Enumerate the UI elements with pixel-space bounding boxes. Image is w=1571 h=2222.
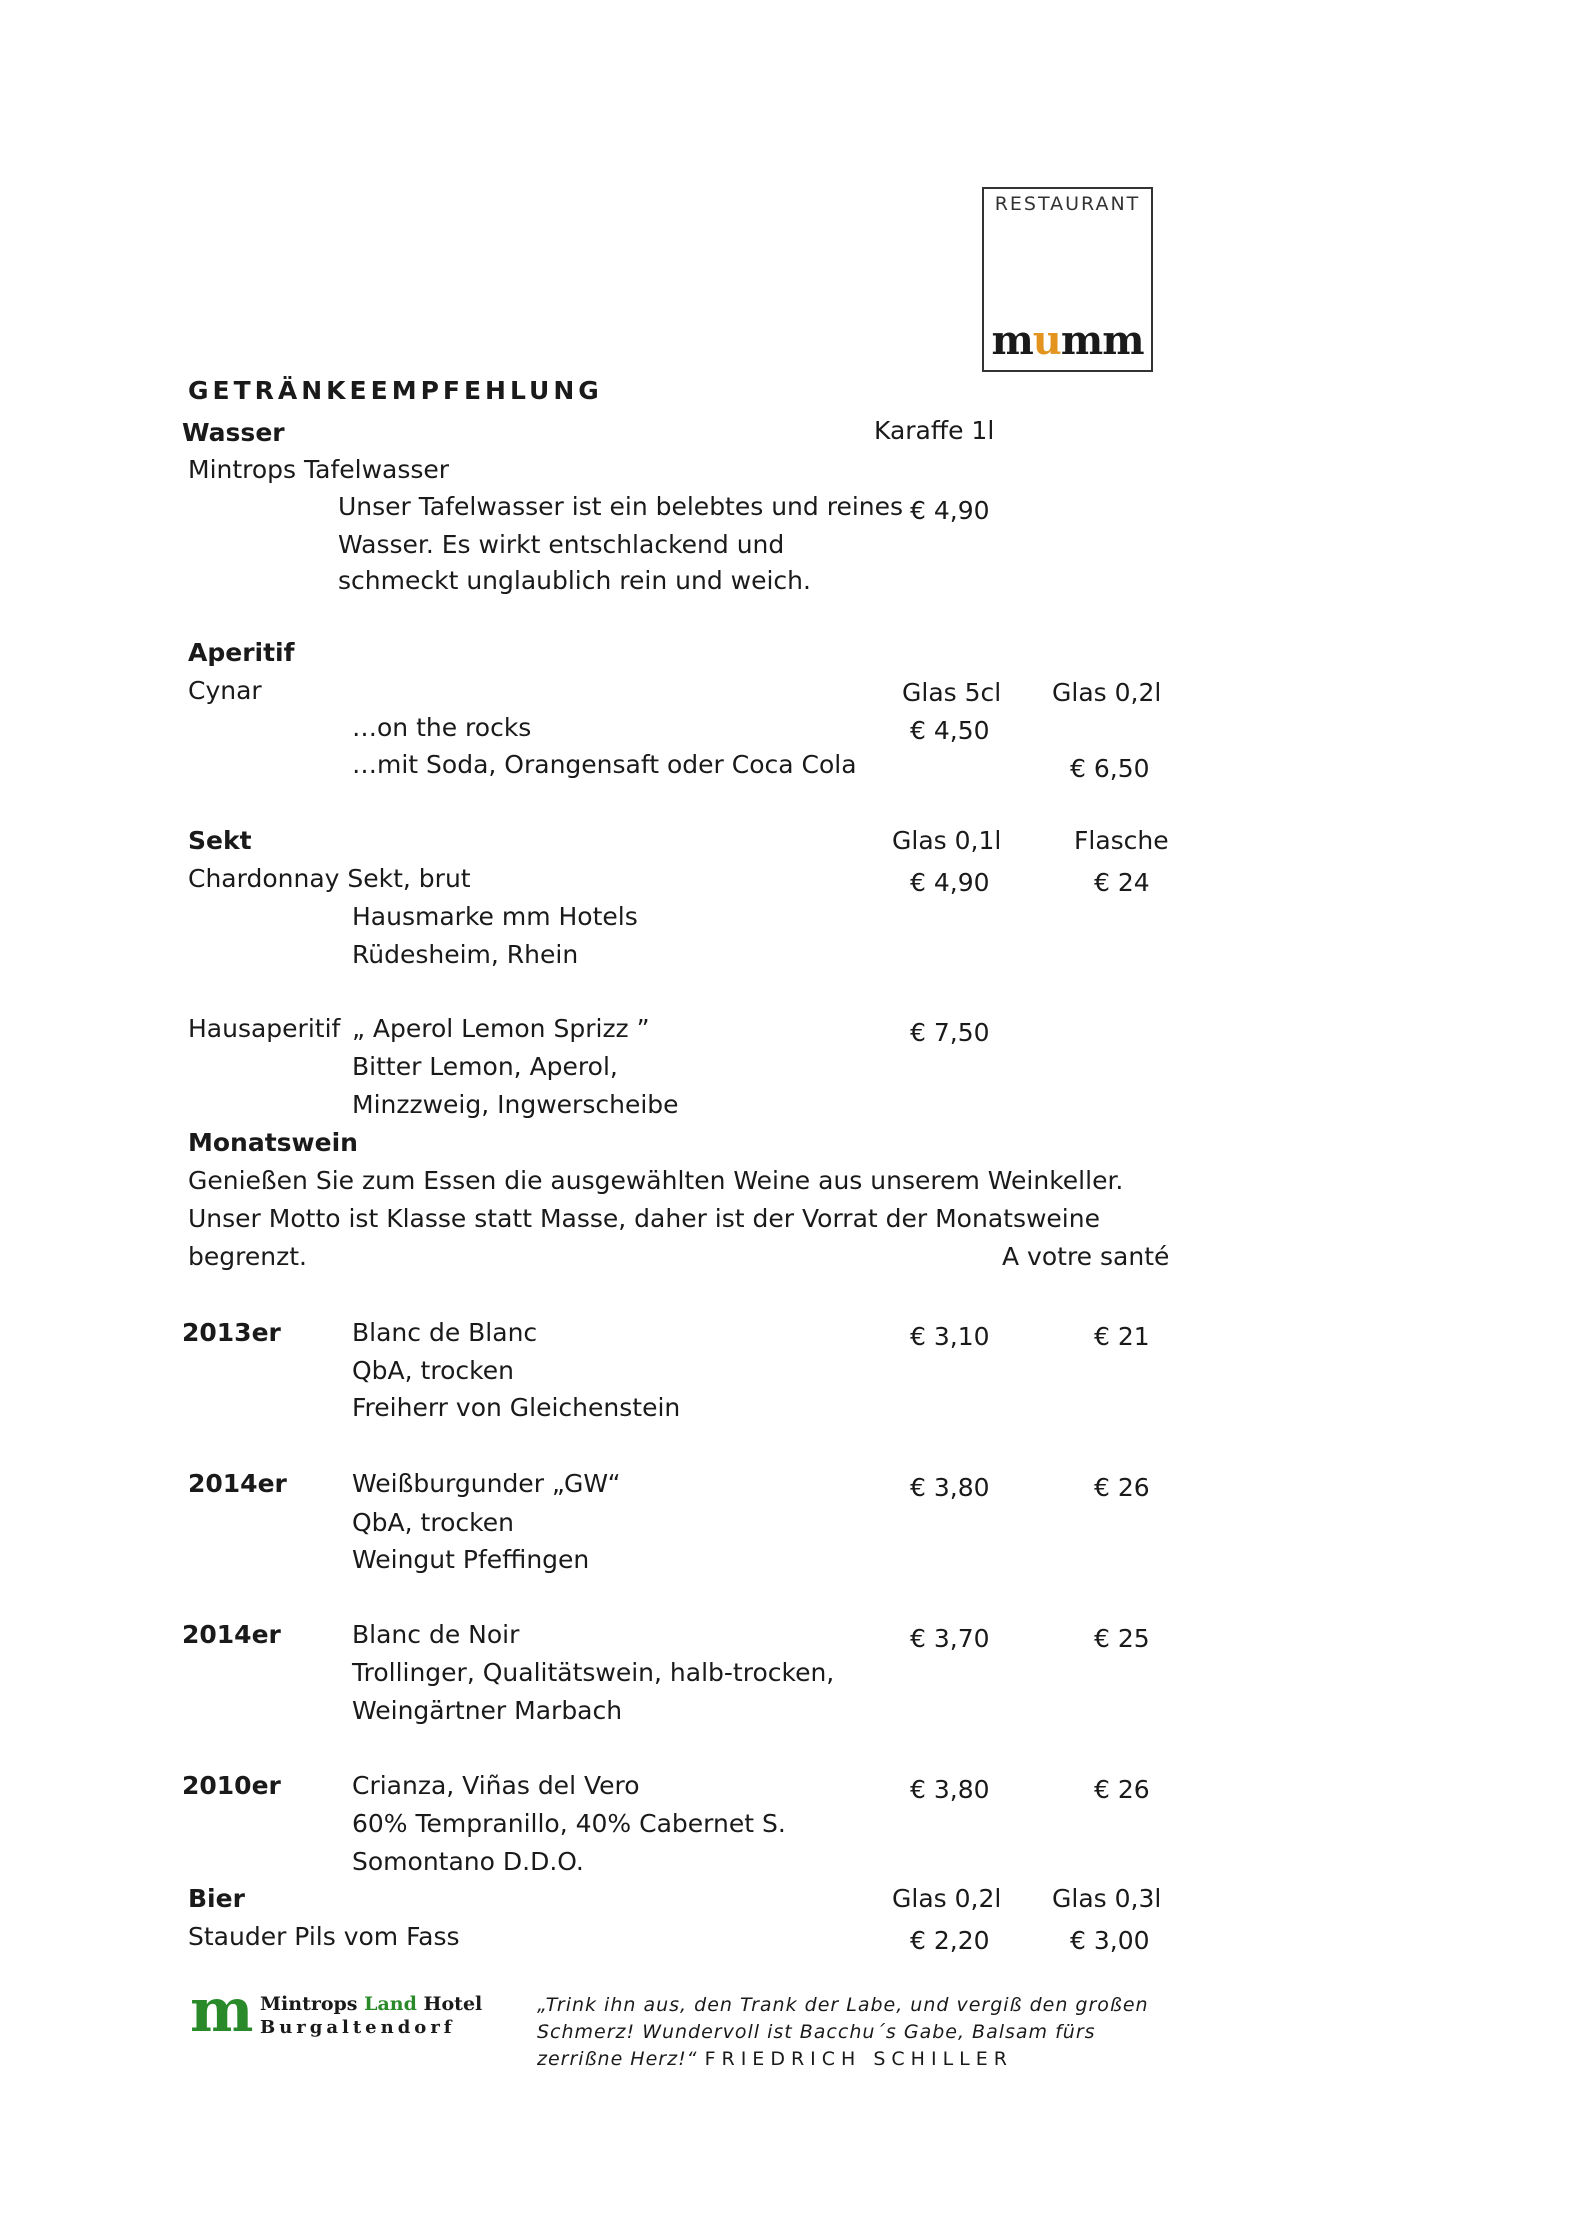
- schiller-quote: [537, 1992, 1177, 2073]
- hotel-name-part: Hotel: [423, 1993, 483, 2015]
- wine-year: 2013er: [182, 1318, 281, 1347]
- monatswein-text-line: Genießen Sie zum Essen die ausgewählten Weine aus unserem Weinkeller.: [188, 1166, 1124, 1195]
- wine-year: 2010er: [182, 1771, 281, 1800]
- hotel-name-green: Land: [364, 1993, 417, 2015]
- section-title-bier: Bier: [188, 1884, 245, 1913]
- section-title-sekt: Sekt: [188, 826, 252, 855]
- logo-wordmark: [984, 317, 1151, 364]
- restaurant-logo: [982, 187, 1153, 372]
- bier-item: Stauder Pils vom Fass: [188, 1922, 460, 1951]
- section-title-aperitif: Aperitif: [188, 638, 295, 667]
- wasser-item: Mintrops Tafelwasser: [188, 455, 450, 484]
- quote-text: „Trink ihn aus, den Trank der Labe, und vergiß den großen Schmerz! Wundervoll ist Bacchu´s Gabe, Balsam fürs zerrißne Herz!“: [537, 1994, 1149, 2070]
- wine-price-bottle: € 21: [1094, 1322, 1150, 1351]
- wine-price-bottle: € 26: [1094, 1775, 1150, 1804]
- wine-line: Trollinger, Qualitätswein, halb-trocken,: [352, 1658, 835, 1687]
- wine-price-bottle: € 26: [1094, 1473, 1150, 1502]
- hotel-logo-place: Burgaltendorf: [260, 2017, 456, 2038]
- sekt-desc-line: Rüdesheim, Rhein: [352, 940, 579, 969]
- hausaperitif-desc-line: Bitter Lemon, Aperol,: [352, 1052, 618, 1081]
- wasser-price: € 4,90: [910, 496, 990, 525]
- sekt-desc-line: Hausmarke mm Hotels: [352, 902, 638, 931]
- wine-line: Blanc de Blanc: [352, 1318, 538, 1347]
- wine-line: 60% Tempranillo, 40% Cabernet S.: [352, 1809, 786, 1838]
- wine-price-glass: € 3,10: [910, 1322, 990, 1351]
- wine-price-glass: € 3,80: [910, 1775, 990, 1804]
- hausaperitif-price: € 7,50: [910, 1018, 990, 1047]
- bier-price-large: € 3,00: [1070, 1926, 1150, 1955]
- wine-line: QbA, trocken: [352, 1508, 514, 1537]
- wine-line: Blanc de Noir: [352, 1620, 520, 1649]
- wine-year: 2014er: [188, 1469, 287, 1498]
- logo-restaurant-label: RESTAURANT: [994, 193, 1141, 215]
- wine-price-glass: € 3,70: [910, 1624, 990, 1653]
- quote-author: FRIEDRICH SCHILLER: [704, 2048, 1013, 2070]
- hausaperitif-desc-line: Minzzweig, Ingwerscheibe: [352, 1090, 679, 1119]
- monatswein-text-line: begrenzt.: [188, 1242, 307, 1271]
- section-title-monatswein: Monatswein: [188, 1128, 358, 1157]
- logo-wordmark-end: mm: [1060, 317, 1144, 364]
- hotel-logo-mark: m: [190, 1976, 254, 2046]
- section-title-wasser: Wasser: [182, 418, 285, 447]
- hotel-logo-name: [260, 1993, 482, 2015]
- aperitif-price: € 4,50: [910, 716, 990, 745]
- hotel-name-part: Mintrops: [260, 1993, 358, 2015]
- monatswein-text-line: Unser Motto ist Klasse statt Masse, daher ist der Vorrat der Monatsweine: [188, 1204, 1100, 1233]
- aperitif-item: Cynar: [188, 676, 262, 705]
- wine-year: 2014er: [182, 1620, 281, 1649]
- logo-wordmark-start: m: [991, 317, 1033, 364]
- logo-wordmark-accent: u: [1032, 317, 1061, 364]
- wasser-desc-line: Unser Tafelwasser ist ein belebtes und reines: [338, 492, 904, 521]
- page-heading: GETRÄNKEEMPFEHLUNG: [188, 376, 603, 405]
- wine-line: Somontano D.D.O.: [352, 1847, 584, 1876]
- bier-column-header-2: Glas 0,3l: [1052, 1884, 1162, 1913]
- hausaperitif-label: Hausaperitif: [188, 1014, 341, 1043]
- wine-price-bottle: € 25: [1094, 1624, 1150, 1653]
- wine-line: Weingut Pfeffingen: [352, 1545, 590, 1574]
- sekt-column-header-1: Glas 0,1l: [892, 826, 1002, 855]
- sekt-column-header-2: Flasche: [1074, 826, 1169, 855]
- monatswein-toast: A votre santé: [1002, 1242, 1170, 1271]
- aperitif-price: € 6,50: [1070, 754, 1150, 783]
- wine-line: Weißburgunder „GW“: [352, 1469, 621, 1498]
- aperitif-line: …on the rocks: [352, 713, 532, 742]
- wasser-desc-line: schmeckt unglaublich rein und weich.: [338, 566, 811, 595]
- wine-line: Crianza, Viñas del Vero: [352, 1771, 640, 1800]
- wasser-column-header: Karaffe 1l: [874, 416, 995, 445]
- wasser-desc-line: Wasser. Es wirkt entschlackend und: [338, 530, 785, 559]
- sekt-price-bottle: € 24: [1094, 868, 1150, 897]
- wine-line: Freiherr von Gleichenstein: [352, 1393, 681, 1422]
- aperitif-line: …mit Soda, Orangensaft oder Coca Cola: [352, 750, 857, 779]
- sekt-item: Chardonnay Sekt, brut: [188, 864, 471, 893]
- hausaperitif-name: „ Aperol Lemon Sprizz ”: [352, 1014, 650, 1043]
- sekt-price-glass: € 4,90: [910, 868, 990, 897]
- bier-column-header-1: Glas 0,2l: [892, 1884, 1002, 1913]
- wine-price-glass: € 3,80: [910, 1473, 990, 1502]
- wine-line: Weingärtner Marbach: [352, 1696, 623, 1725]
- wine-line: QbA, trocken: [352, 1356, 514, 1385]
- bier-price-small: € 2,20: [910, 1926, 990, 1955]
- aperitif-column-header-1: Glas 5cl: [902, 678, 1002, 707]
- aperitif-column-header-2: Glas 0,2l: [1052, 678, 1162, 707]
